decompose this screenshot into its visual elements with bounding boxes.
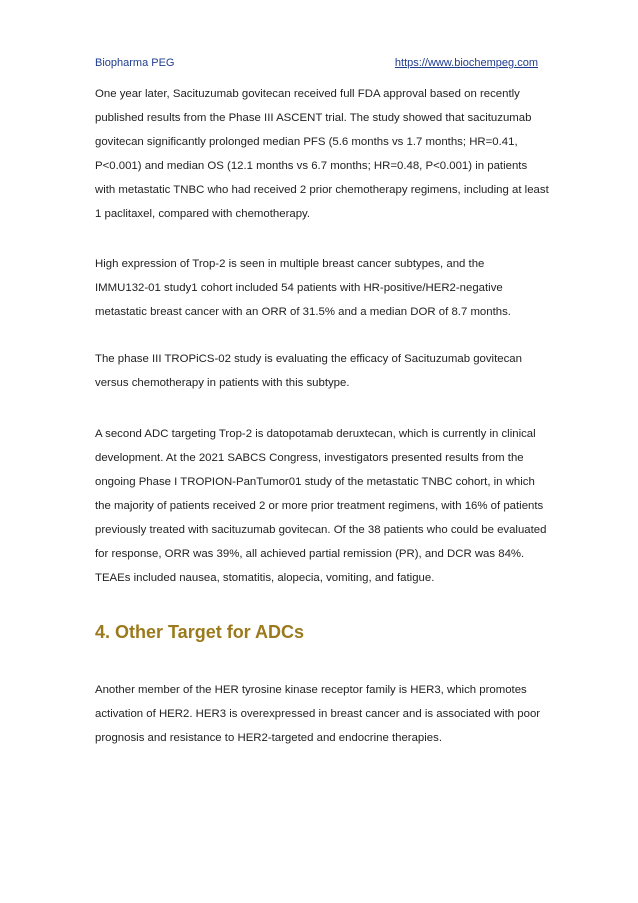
text-line: metastatic breast cancer with an ORR of 31.5% and a median DOR of 8.7 months.	[95, 306, 511, 318]
text-line: published results from the Phase III ASCENT trial. The study showed that sacituzumab	[95, 112, 532, 124]
text-line: One year later, Sacituzumab govitecan received full FDA approval based on recently	[95, 88, 520, 100]
header-link[interactable]: https://www.biochempeg.com	[394, 57, 538, 69]
text-line: 1 paclitaxel, compared with chemotherapy.	[95, 208, 311, 220]
text-line: ongoing Phase I TROPION-PanTumor01 study of the metastatic TNBC cohort, in which	[95, 476, 535, 488]
text-line: TEAEs included nausea, stomatitis, alopecia, vomiting, and fatigue.	[95, 572, 435, 584]
section-heading: 4. Other Target for ADCs	[95, 622, 305, 642]
text-line: High expression of Trop-2 is seen in multiple breast cancer subtypes, and the	[95, 258, 485, 270]
text-line: for response, ORR was 39%, all achieved partial remission (PR), and DCR was 84%.	[95, 548, 525, 560]
page-header	[95, 57, 538, 73]
text-line: A second ADC targeting Trop-2 is datopotamab deruxtecan, which is currently in clinical	[95, 428, 536, 440]
header-company: Biopharma PEG	[95, 57, 175, 69]
text-line: with metastatic TNBC who had received 2 prior chemotherapy regimens, including at least	[95, 184, 549, 196]
text-line: the majority of patients received 2 or more prior treatment regimens, with 16% of patients	[95, 500, 544, 512]
text-line: prognosis and resistance to HER2-targeted and endocrine therapies.	[95, 732, 442, 744]
text-line: Another member of the HER tyrosine kinase receptor family is HER3, which promotes	[95, 684, 527, 696]
text-line: IMMU132-01 study1 cohort included 54 patients with HR-positive/HER2-negative	[95, 282, 503, 294]
text-line: govitecan significantly prolonged median PFS (5.6 months vs 1.7 months; HR=0.41,	[95, 136, 518, 148]
text-line: The phase III TROPiCS-02 study is evaluating the efficacy of Sacituzumab govitecan	[95, 353, 522, 365]
text-line: activation of HER2. HER3 is overexpressed in breast cancer and is associated with poor	[95, 708, 541, 720]
text-line: development. At the 2021 SABCS Congress, investigators presented results from the	[95, 452, 524, 464]
text-line: versus chemotherapy in patients with this subtype.	[95, 377, 350, 389]
text-line: P<0.001) and median OS (12.1 months vs 6.7 months; HR=0.48, P<0.001) in patients	[95, 160, 528, 172]
text-line: previously treated with sacituzumab govitecan. Of the 38 patients who could be evaluated	[95, 524, 547, 536]
